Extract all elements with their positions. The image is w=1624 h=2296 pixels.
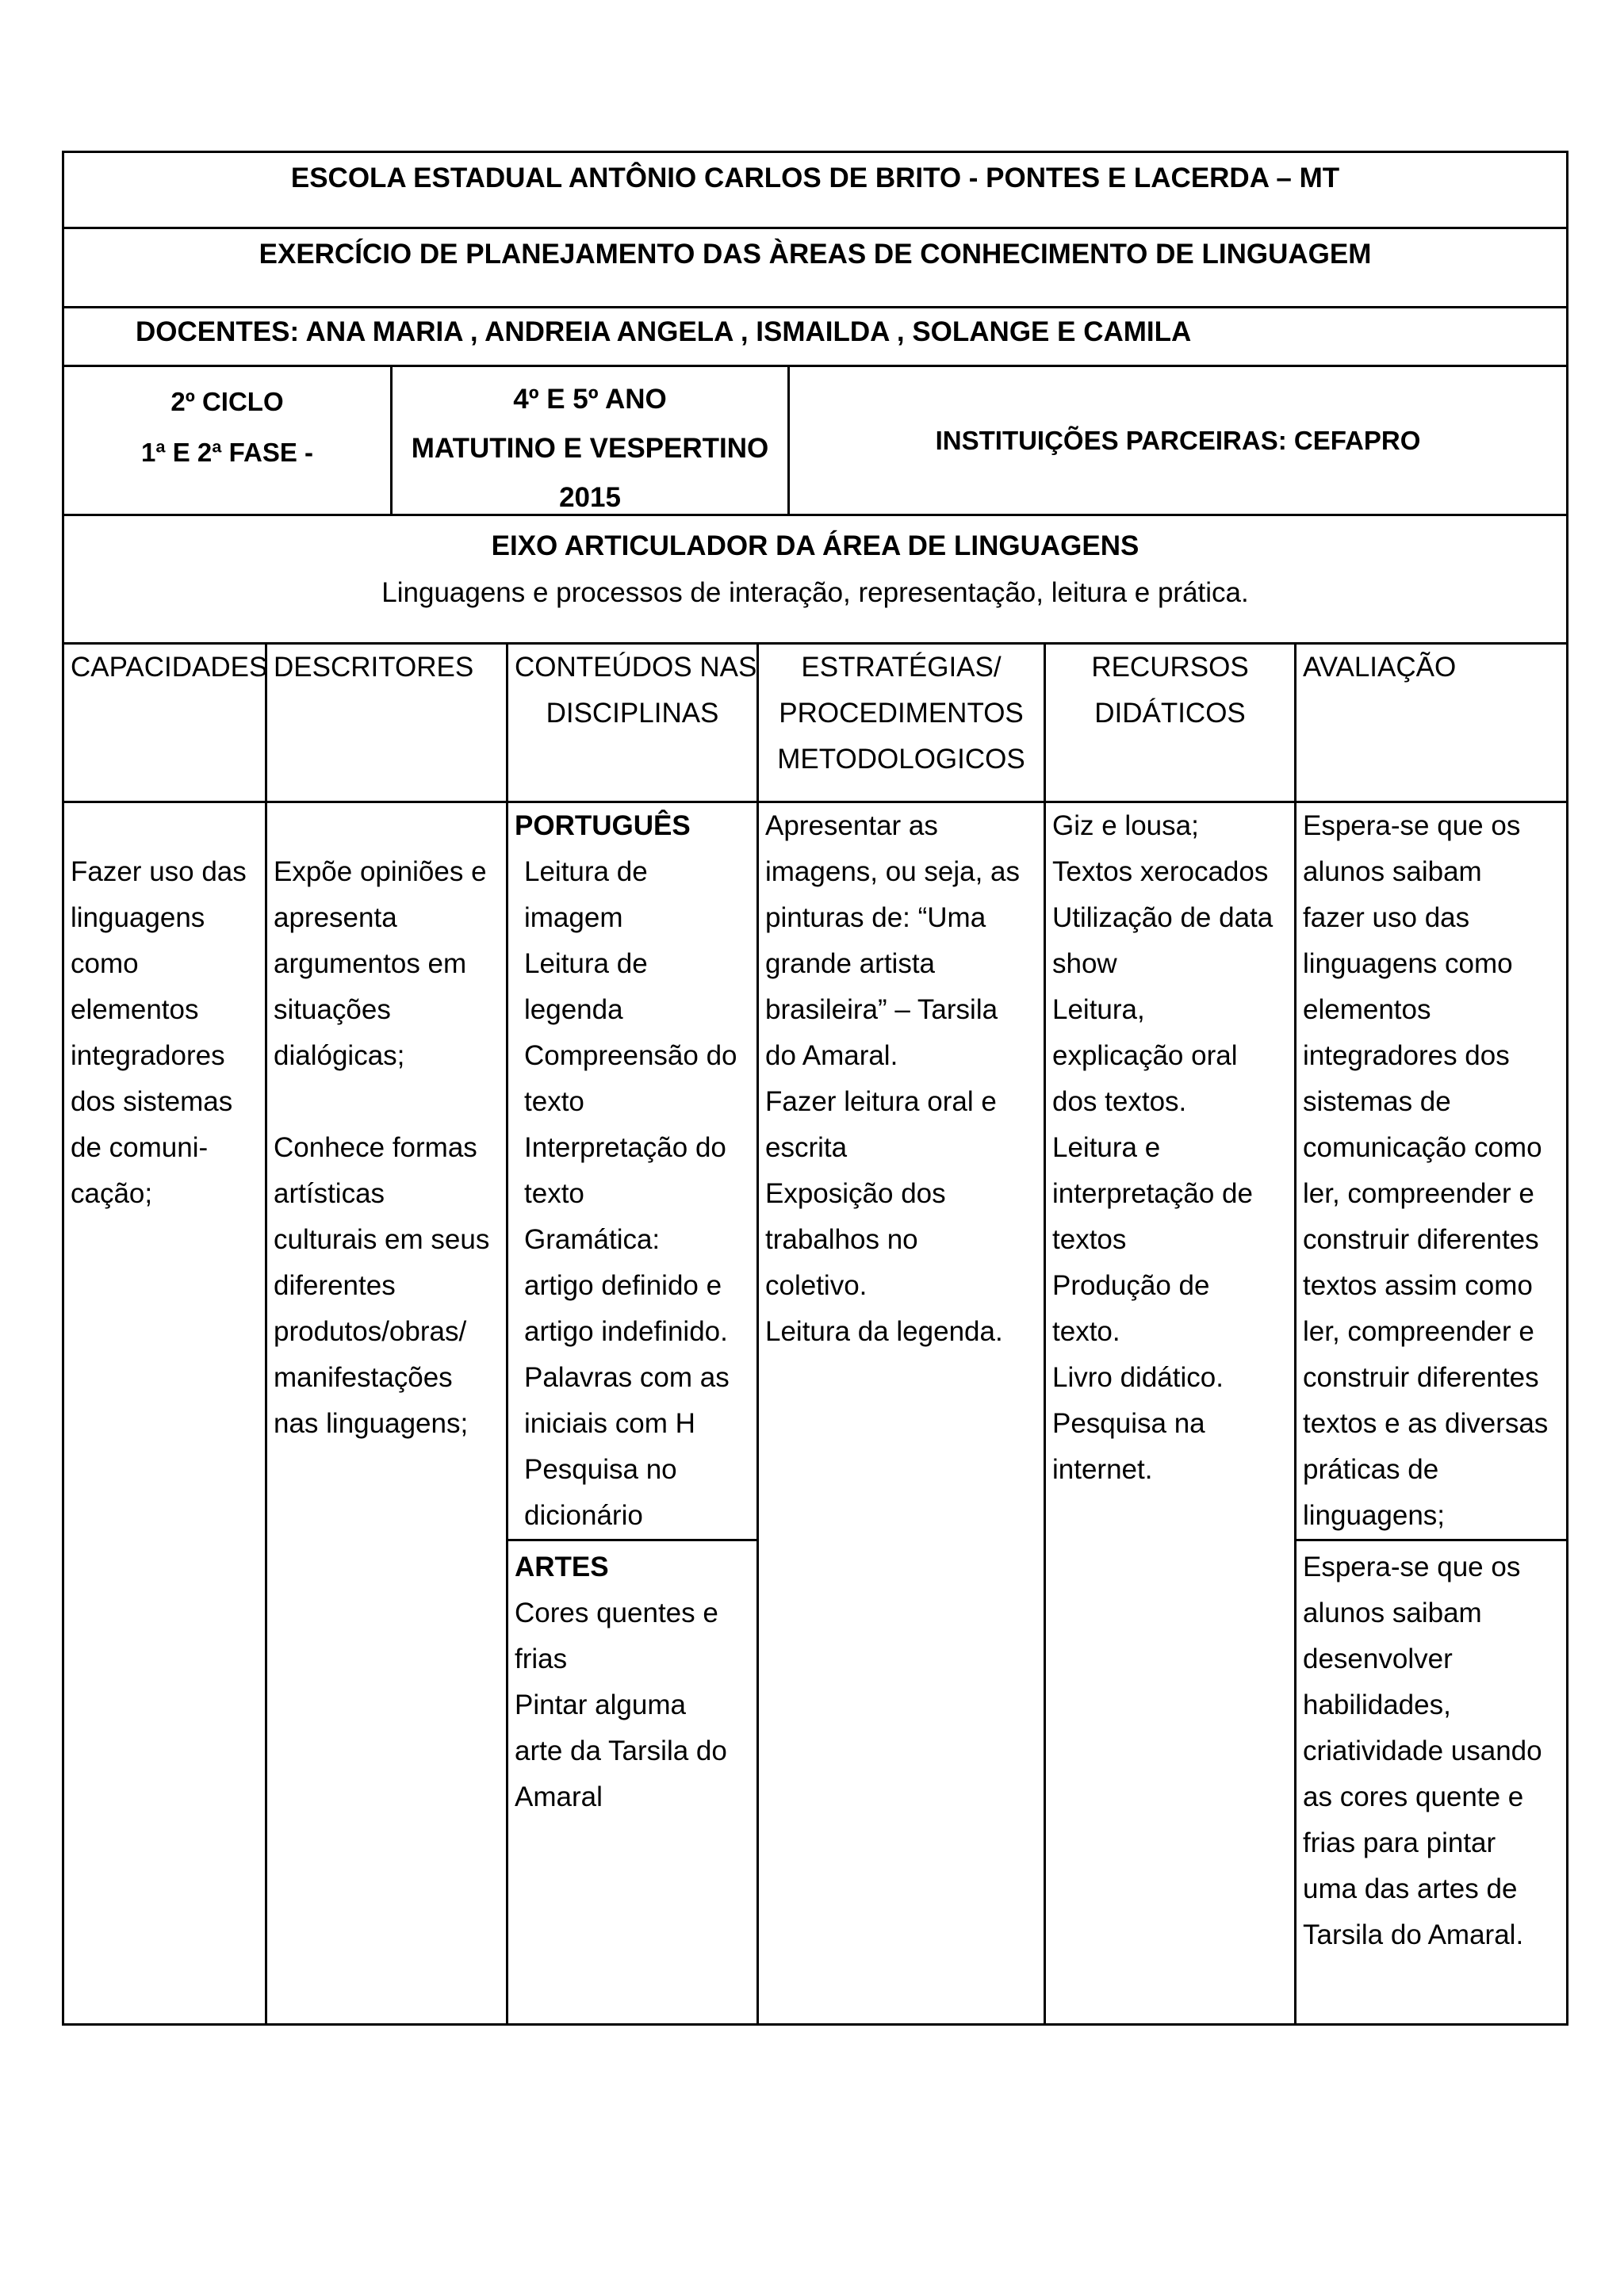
avaliacao-line: fazer uso das	[1303, 902, 1470, 933]
estrategias-line: Apresentar as	[765, 810, 938, 841]
recursos-line: Leitura,	[1052, 994, 1145, 1025]
portugues-item: iniciais com H	[524, 1408, 695, 1439]
header-descritores	[267, 645, 508, 801]
shift-label: MATUTINO E VESPERTINO	[411, 433, 769, 464]
avaliacao-line: habilidades,	[1303, 1689, 1451, 1720]
avaliacao-line: linguagens;	[1303, 1500, 1446, 1531]
artes-item: Amaral	[515, 1781, 603, 1812]
estrategias-line: brasileira” – Tarsila	[765, 994, 998, 1025]
estrategias-cell	[759, 803, 1046, 2023]
year-cell	[393, 367, 790, 514]
avaliacao-line: comunicação como	[1303, 1132, 1542, 1163]
estrategias-line: escrita	[765, 1132, 848, 1163]
header-capacidades	[64, 645, 267, 801]
partners-label: INSTITUIÇÕES PARCEIRAS: CEFAPRO	[935, 425, 1421, 455]
avaliacao-line: Tarsila do Amaral.	[1303, 1919, 1524, 1950]
descritores-list	[274, 849, 500, 1447]
estrategias-line: imagens, ou seja, as	[765, 856, 1021, 887]
descritores-line: diferentes	[274, 1270, 396, 1301]
school-title-row	[62, 151, 1568, 227]
header-avaliacao	[1297, 645, 1566, 801]
avaliacao-line: práticas de	[1303, 1454, 1439, 1485]
recursos-line: Utilização de data	[1052, 902, 1274, 933]
portugues-item: Leitura de	[524, 856, 648, 887]
recursos-line: Pesquisa na	[1052, 1408, 1205, 1439]
estrategias-line: Leitura da legenda.	[765, 1316, 1003, 1347]
axis-row	[62, 514, 1568, 642]
portugues-item: legenda	[524, 994, 623, 1025]
recursos-line: Leitura e	[1052, 1132, 1161, 1163]
axis-title: EIXO ARTICULADOR DA ÁREA DE LINGUAGENS	[491, 530, 1139, 561]
cycle-label: 2º CICLO	[170, 387, 284, 416]
avaliacao-line: criatividade usando	[1303, 1735, 1542, 1766]
portugues-item: Interpretação do	[524, 1132, 726, 1163]
avaliacao-line: textos e as diversas	[1303, 1408, 1549, 1439]
descritores-line: argumentos em	[274, 948, 467, 979]
avaliacao-line: uma das artes de	[1303, 1873, 1518, 1904]
artes-section	[508, 1539, 756, 1820]
capacidades-line: de comuni-	[71, 1132, 209, 1163]
descritores-line	[274, 1079, 500, 1125]
capacidades-line: Fazer uso das	[71, 856, 247, 887]
recursos-list	[1052, 803, 1288, 1493]
descritores-line: produtos/obras/	[274, 1316, 467, 1347]
header-estrategias-line: PROCEDIMENTOS	[779, 698, 1024, 729]
recursos-cell	[1046, 803, 1297, 2023]
recursos-line: interpretação de	[1052, 1178, 1253, 1209]
avaliacao-line: linguagens como	[1303, 948, 1513, 979]
avaliacao-line: elementos	[1303, 994, 1431, 1025]
artes-item: Pintar alguma	[515, 1689, 686, 1720]
capacidades-line: linguagens	[71, 902, 205, 933]
portugues-item: texto	[524, 1178, 584, 1209]
grade-label: 4º E 5º ANO	[513, 384, 667, 415]
portugues-title: PORTUGUÊS	[515, 810, 691, 841]
header-estrategias	[759, 645, 1046, 801]
avaliacao-list-2	[1303, 1544, 1560, 1958]
avaliacao-line: construir diferentes	[1303, 1362, 1539, 1393]
recursos-line: Produção de	[1052, 1270, 1210, 1301]
artes-item: frias	[515, 1644, 568, 1674]
avaliacao-line: Espera-se que os	[1303, 1552, 1521, 1582]
portugues-item: Compreensão do	[524, 1040, 737, 1071]
header-estrategias-line: METODOLOGICOS	[777, 744, 1025, 775]
header-conteudos-line: DISCIPLINAS	[546, 698, 719, 729]
exercise-title-row	[62, 227, 1568, 306]
artes-item: arte da Tarsila do	[515, 1735, 727, 1766]
recursos-line: internet.	[1052, 1454, 1153, 1485]
cycle-row	[62, 365, 1568, 514]
portugues-item: Palavras com as	[524, 1362, 730, 1393]
year-number: 2015	[559, 482, 621, 513]
phase-label: 1ª E 2ª FASE -	[141, 438, 313, 467]
avaliacao-line: alunos saibam	[1303, 1598, 1482, 1628]
descritores-cell	[267, 803, 508, 2023]
descritores-line: manifestações	[274, 1362, 453, 1393]
descritores-line: situações	[274, 994, 391, 1025]
portugues-item: Pesquisa no	[524, 1454, 677, 1485]
planning-document	[62, 151, 1568, 2026]
recursos-line: texto.	[1052, 1316, 1120, 1347]
portugues-item: artigo indefinido.	[524, 1316, 728, 1347]
estrategias-line: do Amaral.	[765, 1040, 898, 1071]
estrategias-line: Exposição dos	[765, 1178, 946, 1209]
portugues-item: artigo definido e	[524, 1270, 722, 1301]
capacidades-line: cação;	[71, 1178, 153, 1209]
estrategias-line: trabalhos no	[765, 1224, 918, 1255]
recursos-line: explicação oral	[1052, 1040, 1238, 1071]
avaliacao-line: desenvolver	[1303, 1644, 1453, 1674]
header-recursos	[1046, 645, 1297, 801]
header-recursos-line: DIDÁTICOS	[1094, 698, 1246, 729]
portugues-list	[515, 849, 750, 1539]
portugues-item: Leitura de	[524, 948, 648, 979]
descritores-line: apresenta	[274, 902, 397, 933]
estrategias-list	[765, 803, 1037, 1355]
avaliacao-list-1	[1303, 803, 1560, 1539]
header-descritores-text: DESCRITORES	[274, 652, 474, 683]
avaliacao-line: Espera-se que os	[1303, 810, 1521, 841]
avaliacao-section-2	[1297, 1539, 1566, 1958]
recursos-line: Livro didático.	[1052, 1362, 1224, 1393]
artes-list	[515, 1590, 750, 1820]
recursos-line: show	[1052, 948, 1117, 979]
portugues-item: Gramática:	[524, 1224, 661, 1255]
avaliacao-line: construir diferentes	[1303, 1224, 1539, 1255]
avaliacao-line: integradores dos	[1303, 1040, 1510, 1071]
recursos-line: dos textos.	[1052, 1086, 1187, 1117]
partners-cell	[790, 367, 1566, 514]
avaliacao-line: ler, compreender e	[1303, 1178, 1534, 1209]
estrategias-line: pinturas de: “Uma	[765, 902, 986, 933]
cycle-cell	[64, 367, 393, 514]
column-header-row	[62, 642, 1568, 801]
avaliacao-line: sistemas de	[1303, 1086, 1451, 1117]
recursos-line: Textos xerocados	[1052, 856, 1269, 887]
estrategias-line: Fazer leitura oral e	[765, 1086, 997, 1117]
header-estrategias-line: ESTRATÉGIAS/	[801, 652, 1002, 683]
capacidades-line: como	[71, 948, 139, 979]
header-recursos-line: RECURSOS	[1091, 652, 1249, 683]
avaliacao-line: frias para pintar	[1303, 1827, 1496, 1858]
portugues-item: imagem	[524, 902, 623, 933]
content-row	[62, 801, 1568, 2026]
axis-text: Linguagens e processos de interação, representação, leitura e prática.	[381, 577, 1249, 608]
avaliacao-line: as cores quente e	[1303, 1781, 1524, 1812]
capacidades-line: dos sistemas	[71, 1086, 233, 1117]
recursos-line: Giz e lousa;	[1052, 810, 1199, 841]
recursos-line: textos	[1052, 1224, 1127, 1255]
descritores-line: dialógicas;	[274, 1040, 405, 1071]
portugues-item: dicionário	[524, 1500, 643, 1531]
capacidades-list	[71, 849, 259, 1217]
portugues-item: texto	[524, 1086, 584, 1117]
estrategias-line: grande artista	[765, 948, 936, 979]
capacidades-line: elementos	[71, 994, 199, 1025]
avaliacao-cell	[1297, 803, 1566, 2023]
header-conteudos-line: CONTEÚDOS NAS	[515, 652, 757, 683]
capacidades-cell	[64, 803, 267, 2023]
exercise-title: EXERCÍCIO DE PLANEJAMENTO DAS ÀREAS DE CONHECIMENTO DE LINGUAGEM	[259, 239, 1372, 270]
header-avaliacao-text: AVALIAÇÃO	[1303, 652, 1457, 683]
artes-title: ARTES	[515, 1552, 609, 1582]
avaliacao-line: ler, compreender e	[1303, 1316, 1534, 1347]
descritores-line: nas linguagens;	[274, 1408, 469, 1439]
avaliacao-line: textos assim como	[1303, 1270, 1533, 1301]
avaliacao-line: alunos saibam	[1303, 856, 1482, 887]
header-conteudos	[508, 645, 759, 801]
capacidades-line: integradores	[71, 1040, 225, 1071]
estrategias-line: coletivo.	[765, 1270, 868, 1301]
teachers-list: DOCENTES: ANA MARIA , ANDREIA ANGELA , ISMAILDA , SOLANGE E CAMILA	[136, 316, 1192, 347]
descritores-line: artísticas	[274, 1178, 385, 1209]
descritores-line: Conhece formas	[274, 1132, 477, 1163]
school-name: ESCOLA ESTADUAL ANTÔNIO CARLOS DE BRITO - PONTES E LACERDA – MT	[290, 163, 1340, 193]
descritores-line: culturais em seus	[274, 1224, 490, 1255]
artes-item: Cores quentes e	[515, 1598, 718, 1628]
header-capacidades-text: CAPACIDADES	[71, 652, 268, 683]
descritores-line: Expõe opiniões e	[274, 856, 487, 887]
teachers-row	[62, 306, 1568, 365]
conteudos-cell	[508, 803, 759, 2023]
